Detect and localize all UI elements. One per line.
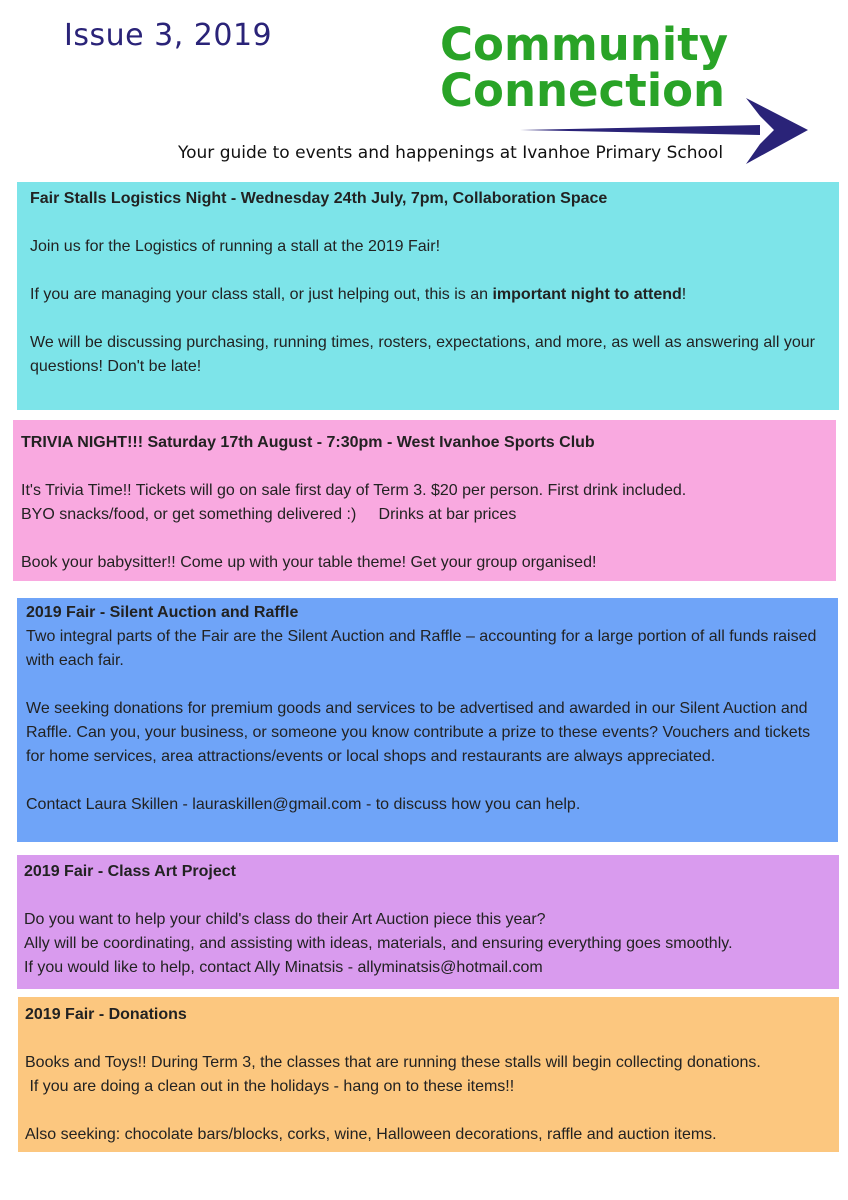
section-line: If you would like to help, contact Ally Minatsis - allyminatsis@hotmail.com <box>24 959 543 976</box>
section-heading: 2019 Fair - Silent Auction and Raffle <box>26 604 299 621</box>
logistics-night-section <box>17 182 839 410</box>
section-heading: Fair Stalls Logistics Night - Wednesday 24th July, 7pm, Collaboration Space <box>30 190 608 207</box>
section-line: Also seeking: chocolate bars/blocks, corks, wine, Halloween decorations, raffle and auction items. <box>25 1126 717 1143</box>
class-art-section <box>17 855 839 989</box>
donations-section <box>18 997 839 1152</box>
tagline: Your guide to events and happenings at Ivanhoe Primary School <box>178 143 724 163</box>
section-paragraph: We seeking donations for premium goods and services to be advertised and awarded in our Silent Auction and Raffle. Can you, your business, or someone you know contribute a prize to these events? Vouchers and tickets for home services, area attractions/events or local shops and restaurants are always appreciated. <box>26 700 811 765</box>
section-line: Books and Toys!! During Term 3, the classes that are running these stalls will begin collecting donations. <box>25 1054 761 1071</box>
section-line: Ally will be coordinating, and assisting with ideas, materials, and ensuring everything goes smoothly. <box>24 935 733 952</box>
title-line-2: Connection <box>440 64 726 117</box>
section-heading: 2019 Fair - Donations <box>25 1006 187 1023</box>
trivia-night-section <box>13 420 836 581</box>
silent-auction-section <box>17 598 838 842</box>
section-heading: TRIVIA NIGHT!!! Saturday 17th August - 7:30pm - West Ivanhoe Sports Club <box>21 434 595 451</box>
section-paragraph: Contact Laura Skillen - lauraskillen@gmail.com - to discuss how you can help. <box>26 796 581 813</box>
issue-label: Issue 3, 2019 <box>64 18 273 53</box>
section-line: Do you want to help your child's class do their Art Auction piece this year? <box>24 911 546 928</box>
section-paragraph: We will be discussing purchasing, running times, rosters, expectations, and more, as well as answering all your questions! Don't be late! <box>30 334 815 375</box>
section-heading: 2019 Fair - Class Art Project <box>24 863 236 880</box>
emphasis-text: important night to attend <box>492 286 682 303</box>
section-line: BYO snacks/food, or get something delivered :) Drinks at bar prices <box>21 506 517 523</box>
section-paragraph: Two integral parts of the Fair are the Silent Auction and Raffle – accounting for a large portion of all funds raised with each fair. <box>26 628 817 669</box>
section-line: Book your babysitter!! Come up with your table theme! Get your group organised! <box>21 554 597 571</box>
paragraph-text: If you are managing your class stall, or just helping out, this is an <box>30 286 493 303</box>
section-line: If you are doing a clean out in the holidays - hang on to these items!! <box>25 1078 515 1095</box>
section-paragraph <box>30 283 827 307</box>
title-line-1: Community <box>440 18 729 71</box>
paragraph-text: ! <box>681 286 687 303</box>
section-line: It's Trivia Time!! Tickets will go on sale first day of Term 3. $20 per person. First drink included. <box>21 482 687 499</box>
section-paragraph: Join us for the Logistics of running a stall at the 2019 Fair! <box>30 238 441 255</box>
